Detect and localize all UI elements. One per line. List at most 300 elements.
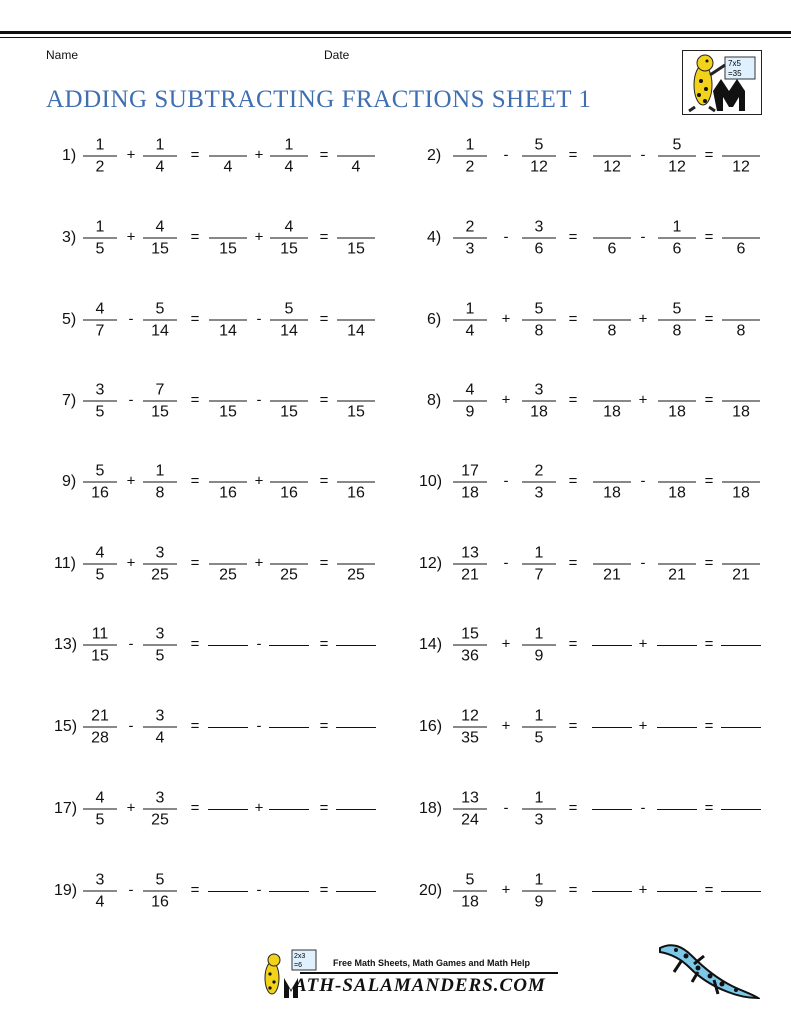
salamander-mascot [652, 938, 760, 1008]
fraction-a [453, 871, 487, 912]
fraction-a-bar [83, 727, 117, 728]
equals-sign: = [568, 310, 578, 328]
operator-sign: - [128, 310, 134, 328]
answer-blank-2[interactable] [269, 891, 309, 892]
fraction-b-bar [143, 564, 177, 565]
step-fraction-1[interactable] [593, 462, 631, 503]
fraction-b-denominator: 6 [534, 240, 544, 258]
answer-blank-2[interactable] [269, 727, 309, 728]
page-title: ADDING SUBTRACTING FRACTIONS SHEET 1 [46, 86, 592, 113]
answer-fraction-answer-line [722, 156, 760, 157]
answer-blank-2[interactable] [657, 645, 697, 646]
logo-board-line-1: 7x5 [728, 59, 741, 68]
step-fraction-2-denominator: 25 [280, 566, 298, 584]
fraction-b-numerator: 1 [534, 625, 544, 643]
fraction-b-numerator: 3 [155, 625, 165, 643]
fraction-a [83, 136, 117, 177]
problem-label: 1) [62, 147, 77, 164]
fraction-b-denominator: 25 [151, 811, 169, 829]
answer-blank-final[interactable] [721, 645, 761, 646]
fraction-a-denominator: 35 [461, 729, 479, 747]
step-fraction-2[interactable] [658, 218, 696, 259]
fraction-b [522, 381, 556, 422]
equals-sign-2: = [704, 717, 714, 735]
answer-blank-final[interactable] [336, 891, 376, 892]
equals-sign: = [190, 717, 200, 735]
answer-fraction-answer-line [722, 482, 760, 483]
step-fraction-2[interactable] [270, 544, 308, 585]
step-fraction-1-denominator: 18 [603, 403, 621, 421]
answer-blank-1[interactable] [208, 809, 248, 810]
footer-tagline: Free Math Sheets, Math Games and Math Help [333, 958, 531, 968]
step-fraction-2-answer-line [270, 238, 308, 239]
operator-sign: + [501, 391, 511, 409]
fraction-a-numerator: 5 [95, 462, 105, 480]
answer-blank-1[interactable] [592, 809, 632, 810]
fraction-a-numerator: 1 [465, 300, 475, 318]
step-fraction-1-numerator [593, 136, 631, 155]
fraction-a-bar [83, 401, 117, 402]
answer-fraction[interactable] [722, 300, 760, 341]
step-fraction-1[interactable] [209, 381, 247, 422]
equals-sign: = [190, 310, 200, 328]
fraction-a-numerator: 1 [465, 136, 475, 154]
fraction-b [522, 218, 556, 259]
answer-blank-final[interactable] [721, 891, 761, 892]
step-fraction-2-answer-line [658, 238, 696, 239]
step-fraction-1-numerator [209, 136, 247, 155]
fraction-a-numerator: 4 [95, 544, 105, 562]
fraction-b-bar [143, 727, 177, 728]
equals-sign-2: = [319, 881, 329, 899]
problem-label: 12) [419, 555, 443, 572]
fraction-b-denominator: 8 [534, 322, 544, 340]
answer-fraction-numerator [722, 136, 760, 155]
step-fraction-1-denominator: 12 [603, 158, 621, 176]
fraction-b-denominator: 5 [155, 647, 165, 665]
step-fraction-1[interactable] [209, 136, 247, 177]
fraction-b [522, 300, 556, 341]
operator-sign: - [503, 228, 509, 246]
step-fraction-1-denominator: 8 [607, 322, 617, 340]
step-fraction-2-denominator: 16 [280, 484, 298, 502]
step-fraction-1[interactable] [209, 300, 247, 341]
answer-fraction[interactable] [337, 218, 375, 259]
fraction-a-numerator: 3 [95, 871, 105, 889]
operator-sign: - [128, 391, 134, 409]
fraction-a-bar [453, 564, 487, 565]
step-fraction-2[interactable] [658, 381, 696, 422]
fraction-b-numerator: 1 [534, 544, 544, 562]
step-fraction-2-denominator: 18 [668, 484, 686, 502]
step-operator-sign: + [254, 472, 264, 490]
fraction-a-numerator: 17 [461, 462, 479, 480]
fraction-a-numerator: 4 [465, 381, 475, 399]
fraction-a-denominator: 5 [95, 566, 105, 584]
fraction-b-numerator: 3 [155, 789, 165, 807]
step-fraction-2-denominator: 4 [284, 158, 294, 176]
step-fraction-1-denominator: 21 [603, 566, 621, 584]
step-operator-sign: + [254, 554, 264, 572]
step-fraction-2-answer-line [270, 401, 308, 402]
answer-fraction-answer-line [337, 564, 375, 565]
fraction-b-denominator: 9 [534, 893, 544, 911]
fraction-b-bar [522, 238, 556, 239]
fraction-b-numerator: 5 [155, 871, 165, 889]
fraction-b [522, 707, 556, 748]
answer-fraction-denominator: 8 [736, 322, 746, 340]
answer-fraction-numerator [337, 136, 375, 155]
step-fraction-1-answer-line [593, 564, 631, 565]
fraction-b-bar [522, 891, 556, 892]
answer-blank-2[interactable] [657, 727, 697, 728]
operator-sign: + [126, 146, 136, 164]
answer-fraction[interactable] [337, 300, 375, 341]
fraction-b-bar [522, 564, 556, 565]
step-fraction-2-numerator: 1 [672, 218, 682, 236]
fraction-a [453, 625, 487, 666]
fraction-a-denominator: 18 [461, 484, 479, 502]
fraction-a-denominator: 4 [95, 893, 105, 911]
step-fraction-1-denominator: 18 [603, 484, 621, 502]
answer-fraction[interactable] [337, 381, 375, 422]
fraction-b-bar [143, 645, 177, 646]
fraction-a-denominator: 2 [465, 158, 475, 176]
step-fraction-2-numerator [270, 381, 308, 400]
answer-blank-2[interactable] [269, 645, 309, 646]
equals-sign-2: = [319, 472, 329, 490]
footer-board-line-2: =6 [294, 962, 302, 969]
date-label: Date [324, 48, 350, 62]
equals-sign-2: = [704, 554, 714, 572]
fraction-a-bar [83, 156, 117, 157]
step-fraction-2-numerator: 5 [672, 300, 682, 318]
step-operator-sign: + [638, 717, 648, 735]
fraction-b-denominator: 15 [151, 403, 169, 421]
fraction-b [143, 218, 177, 259]
step-fraction-2-answer-line [658, 320, 696, 321]
step-fraction-2[interactable] [270, 218, 308, 259]
answer-blank-2[interactable] [269, 809, 309, 810]
step-fraction-2-answer-line [658, 401, 696, 402]
fraction-a-denominator: 5 [95, 811, 105, 829]
fraction-b-bar [143, 238, 177, 239]
equals-sign-2: = [704, 146, 714, 164]
problem-label: 13) [54, 636, 78, 653]
step-fraction-2[interactable] [658, 462, 696, 503]
step-operator-sign: - [640, 554, 646, 572]
fraction-b [522, 871, 556, 912]
step-fraction-2-numerator [270, 462, 308, 481]
fraction-a-denominator: 28 [91, 729, 109, 747]
step-fraction-1-numerator [593, 462, 631, 481]
step-fraction-2-denominator: 14 [280, 322, 298, 340]
answer-fraction-answer-line [337, 482, 375, 483]
fraction-a [83, 544, 117, 585]
fraction-b-numerator: 3 [155, 707, 165, 725]
operator-sign: + [126, 228, 136, 246]
problem-label: 11) [54, 555, 76, 572]
step-fraction-2-denominator: 15 [280, 403, 298, 421]
step-operator-sign: + [638, 881, 648, 899]
fraction-b-denominator: 7 [534, 566, 544, 584]
fraction-b [143, 789, 177, 830]
fraction-a-denominator: 5 [95, 403, 105, 421]
fraction-a-numerator: 1 [95, 218, 105, 236]
fraction-a [453, 381, 487, 422]
fraction-b-bar [522, 809, 556, 810]
step-fraction-1-answer-line [593, 401, 631, 402]
answer-blank-1[interactable] [208, 891, 248, 892]
step-fraction-1[interactable] [209, 462, 247, 503]
step-fraction-2[interactable] [270, 300, 308, 341]
fraction-b-denominator: 12 [530, 158, 548, 176]
operator-sign: + [501, 717, 511, 735]
fraction-a-denominator: 21 [461, 566, 479, 584]
fraction-b-numerator: 5 [534, 300, 544, 318]
step-fraction-2-numerator [270, 544, 308, 563]
answer-blank-final[interactable] [336, 727, 376, 728]
fraction-a-bar [83, 320, 117, 321]
step-fraction-1[interactable] [209, 544, 247, 585]
answer-fraction-answer-line [337, 156, 375, 157]
step-fraction-2[interactable] [658, 136, 696, 177]
answer-blank-1[interactable] [592, 891, 632, 892]
fraction-a-denominator: 18 [461, 893, 479, 911]
fraction-a-denominator: 24 [461, 811, 479, 829]
fraction-b [522, 625, 556, 666]
fraction-b [522, 136, 556, 177]
equals-sign-2: = [319, 554, 329, 572]
step-fraction-2-answer-line [270, 156, 308, 157]
fraction-a-denominator: 5 [95, 240, 105, 258]
answer-blank-2[interactable] [657, 809, 697, 810]
equals-sign-2: = [319, 799, 329, 817]
step-operator-sign: - [640, 146, 646, 164]
answer-fraction-numerator [722, 462, 760, 481]
step-fraction-1[interactable] [593, 300, 631, 341]
fraction-a [83, 871, 117, 912]
step-fraction-1[interactable] [593, 381, 631, 422]
step-fraction-1-answer-line [209, 238, 247, 239]
fraction-b-denominator: 16 [151, 893, 169, 911]
problem-label: 10) [419, 473, 443, 490]
step-fraction-2[interactable] [658, 544, 696, 585]
step-fraction-2-numerator: 5 [284, 300, 294, 318]
fraction-b-numerator: 4 [155, 218, 165, 236]
answer-blank-1[interactable] [208, 727, 248, 728]
answer-fraction-denominator: 18 [732, 403, 750, 421]
step-fraction-1-denominator: 15 [219, 240, 237, 258]
fraction-a-denominator: 2 [95, 158, 105, 176]
equals-sign-2: = [319, 717, 329, 735]
step-fraction-1-numerator [593, 381, 631, 400]
step-operator-sign: + [254, 228, 264, 246]
step-fraction-2[interactable] [658, 300, 696, 341]
answer-fraction-denominator: 21 [732, 566, 750, 584]
fraction-a-numerator: 13 [461, 544, 479, 562]
step-fraction-1[interactable] [593, 136, 631, 177]
problem-label: 18) [419, 800, 443, 817]
problem-label: 20) [419, 882, 443, 899]
step-fraction-2-answer-line [270, 564, 308, 565]
equals-sign: = [190, 635, 200, 653]
equals-sign: = [568, 799, 578, 817]
step-operator-sign: - [640, 472, 646, 490]
answer-fraction-denominator: 4 [351, 158, 361, 176]
answer-fraction-numerator [722, 218, 760, 237]
fraction-b-denominator: 25 [151, 566, 169, 584]
step-fraction-2-denominator: 18 [668, 403, 686, 421]
step-fraction-2-numerator [658, 462, 696, 481]
fraction-a [83, 707, 117, 748]
answer-fraction-numerator [337, 300, 375, 319]
step-fraction-1-denominator: 14 [219, 322, 237, 340]
answer-fraction-numerator [337, 381, 375, 400]
fraction-b [143, 462, 177, 503]
fraction-b-bar [522, 645, 556, 646]
step-operator-sign: - [256, 391, 262, 409]
fraction-b [143, 136, 177, 177]
operator-sign: + [501, 635, 511, 653]
answer-fraction-denominator: 15 [347, 403, 365, 421]
answer-fraction-denominator: 18 [732, 484, 750, 502]
fraction-b-denominator: 5 [534, 729, 544, 747]
footer-board-line-1: 2x3 [294, 953, 306, 960]
equals-sign: = [190, 472, 200, 490]
equals-sign: = [190, 799, 200, 817]
step-fraction-2[interactable] [270, 136, 308, 177]
equals-sign: = [190, 228, 200, 246]
equals-sign: = [190, 391, 200, 409]
answer-blank-final[interactable] [721, 727, 761, 728]
fraction-a-bar [453, 156, 487, 157]
equals-sign: = [568, 554, 578, 572]
problem-label: 8) [427, 392, 442, 409]
equals-sign-2: = [704, 799, 714, 817]
step-operator-sign: - [640, 228, 646, 246]
step-fraction-1-numerator [209, 218, 247, 237]
answer-fraction-numerator [722, 381, 760, 400]
fraction-a-bar [83, 809, 117, 810]
fraction-b-bar [143, 891, 177, 892]
answer-fraction[interactable] [722, 218, 760, 259]
fraction-a-numerator: 4 [95, 300, 105, 318]
step-fraction-2-numerator: 5 [672, 136, 682, 154]
fraction-b-denominator: 4 [155, 158, 165, 176]
step-fraction-1-answer-line [209, 320, 247, 321]
answer-fraction-denominator: 12 [732, 158, 750, 176]
fraction-b-bar [143, 401, 177, 402]
step-fraction-1-numerator [593, 218, 631, 237]
fraction-b-numerator: 3 [155, 544, 165, 562]
answer-blank-final[interactable] [336, 645, 376, 646]
fraction-a-bar [83, 891, 117, 892]
fraction-a-bar [453, 401, 487, 402]
fraction-a-numerator: 15 [461, 625, 479, 643]
fraction-a-denominator: 36 [461, 647, 479, 665]
step-fraction-1-answer-line [209, 564, 247, 565]
answer-fraction[interactable] [722, 544, 760, 585]
fraction-b-denominator: 14 [151, 322, 169, 340]
equals-sign: = [190, 881, 200, 899]
answer-blank-2[interactable] [657, 891, 697, 892]
answer-fraction[interactable] [337, 136, 375, 177]
step-fraction-2[interactable] [270, 462, 308, 503]
answer-fraction[interactable] [337, 462, 375, 503]
step-operator-sign: - [256, 717, 262, 735]
answer-fraction[interactable] [337, 544, 375, 585]
operator-sign: + [501, 310, 511, 328]
answer-fraction[interactable] [722, 462, 760, 503]
answer-fraction-denominator: 6 [736, 240, 746, 258]
answer-blank-final[interactable] [336, 809, 376, 810]
fraction-b-bar [522, 320, 556, 321]
fraction-b-numerator: 1 [534, 871, 544, 889]
step-fraction-1-numerator [209, 381, 247, 400]
fraction-a-bar [83, 482, 117, 483]
fraction-a-bar [83, 238, 117, 239]
equals-sign-2: = [319, 310, 329, 328]
fraction-b-numerator: 2 [534, 462, 544, 480]
fraction-a [453, 462, 487, 503]
fraction-b [143, 300, 177, 341]
fraction-a [83, 300, 117, 341]
answer-fraction[interactable] [722, 381, 760, 422]
step-fraction-1[interactable] [593, 544, 631, 585]
step-fraction-2-answer-line [658, 482, 696, 483]
problem-label: 3) [62, 229, 77, 246]
equals-sign-2: = [704, 881, 714, 899]
step-fraction-1-answer-line [593, 238, 631, 239]
step-fraction-1-denominator: 6 [607, 240, 617, 258]
answer-blank-1[interactable] [592, 727, 632, 728]
fraction-b-numerator: 7 [155, 381, 165, 399]
logo-board-line-2: =35 [728, 69, 742, 78]
fraction-b-numerator: 5 [155, 300, 165, 318]
step-fraction-1-answer-line [209, 401, 247, 402]
fraction-b-numerator: 1 [155, 136, 165, 154]
fraction-b-bar [522, 482, 556, 483]
step-fraction-1-numerator [209, 300, 247, 319]
step-fraction-1-denominator: 25 [219, 566, 237, 584]
answer-fraction[interactable] [722, 136, 760, 177]
fraction-a [453, 707, 487, 748]
equals-sign: = [568, 228, 578, 246]
answer-blank-1[interactable] [592, 645, 632, 646]
answer-fraction-denominator: 25 [347, 566, 365, 584]
step-operator-sign: - [640, 799, 646, 817]
answer-fraction-answer-line [722, 238, 760, 239]
answer-blank-1[interactable] [208, 645, 248, 646]
answer-blank-final[interactable] [721, 809, 761, 810]
fraction-a-numerator: 21 [91, 707, 109, 725]
answer-fraction-answer-line [337, 238, 375, 239]
step-fraction-2-answer-line [270, 482, 308, 483]
answer-fraction-answer-line [722, 320, 760, 321]
step-fraction-1[interactable] [209, 218, 247, 259]
operator-sign: + [126, 554, 136, 572]
operator-sign: + [126, 472, 136, 490]
equals-sign: = [568, 472, 578, 490]
answer-fraction-denominator: 15 [347, 240, 365, 258]
fraction-a-numerator: 12 [461, 707, 479, 725]
fraction-b-bar [143, 809, 177, 810]
problem-label: 6) [427, 311, 442, 328]
problem-label: 7) [62, 392, 77, 409]
step-fraction-2[interactable] [270, 381, 308, 422]
step-fraction-1[interactable] [593, 218, 631, 259]
